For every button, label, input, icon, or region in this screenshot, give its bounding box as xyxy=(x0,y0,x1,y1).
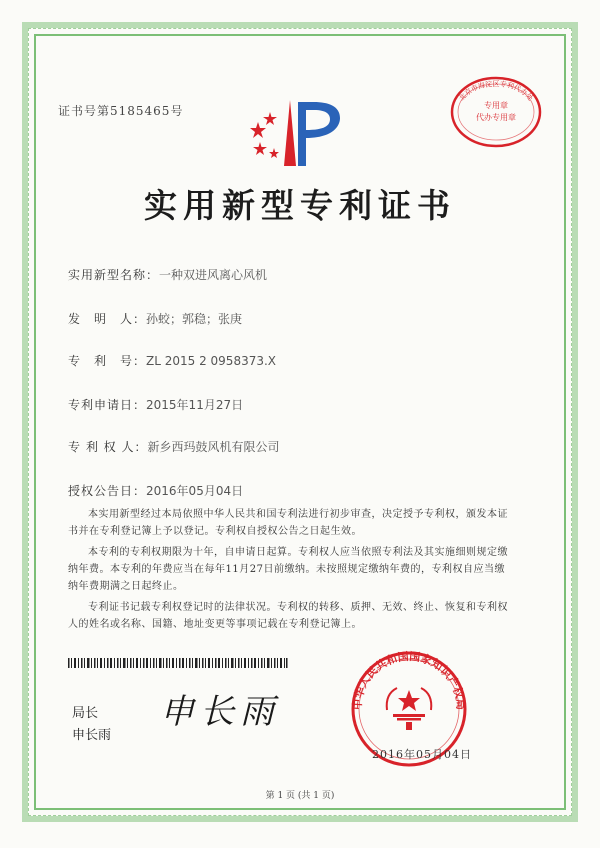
certificate-number: 证书号第5185465号 xyxy=(58,104,184,118)
grant-date-value: 2016年05月04日 xyxy=(146,484,244,498)
body-paragraph-3: 专利证书记载专利权登记时的法律状况。专利权的转移、质押、无效、终止、恢复和专利权人的姓名或名称、国籍、地址变更等事项记载在专利登记簿上。 xyxy=(68,602,508,630)
seal-date: 2016年05月04日 xyxy=(372,748,472,761)
certificate-body xyxy=(68,506,508,637)
body-paragraph-2: 本专利的专利权期限为十年，自申请日起算。专利权人应当依照专利法及其实施细则规定缴纳年费。本专利的年费应当在每年11月27日前缴纳。未按照规定缴纳年费的，专利权自应当缴纳年费期满之日起终止。 xyxy=(68,547,508,592)
inventor-value: 孙蛟；郭稳；张庚 xyxy=(146,312,243,326)
patentee-value: 新乡西玛鼓风机有限公司 xyxy=(147,440,280,454)
patent-number-row xyxy=(68,352,276,369)
agency-seal-line1: 专用章 xyxy=(484,101,508,110)
handwritten-signature: 申长雨 xyxy=(160,692,280,732)
svg-text:北京市海淀区专利代办处 xyxy=(457,79,535,102)
page-footer: 第 1 页 (共 1 页) xyxy=(265,791,335,801)
inventor-row xyxy=(68,310,242,327)
page-title: 实用新型专利证书 xyxy=(144,186,456,225)
patentee-row xyxy=(68,438,279,455)
patentee-label: 专 利 权 人： xyxy=(68,440,148,454)
body-paragraph-1: 本实用新型经过本局依照中华人民共和国专利法进行初步审查，决定授予专利权，颁发本证书并在专利登记簿上予以登记。专利权自授权公告之日起生效。 xyxy=(68,509,508,537)
official-seal-ring-text: 中华人民共和国国家知识产权局 xyxy=(350,650,468,711)
utility-model-name-label: 实用新型名称： xyxy=(68,268,160,282)
agency-seal-icon xyxy=(448,74,544,150)
agency-seal-line2: 代办专用章 xyxy=(476,113,516,122)
grant-date-label: 授权公告日： xyxy=(68,484,147,498)
patent-number-label: 专 利 号： xyxy=(68,354,147,368)
director-title: 局长 xyxy=(72,706,99,721)
director-name: 申长雨 xyxy=(72,728,112,743)
barcode xyxy=(68,658,288,668)
inventor-label: 发 明 人： xyxy=(68,312,147,326)
patent-number-value: ZL 2015 2 0958373.X xyxy=(146,354,277,368)
grant-date-row xyxy=(68,482,243,499)
utility-model-name-value: 一种双进风离心风机 xyxy=(159,268,268,282)
application-date-label: 专利申请日： xyxy=(68,398,147,412)
sipo-logo-icon xyxy=(244,92,364,172)
utility-model-name-row xyxy=(68,266,267,283)
agency-seal-ring-text: 北京市海淀区专利代办处 xyxy=(457,80,535,103)
application-date-value: 2015年11月27日 xyxy=(146,398,244,412)
application-date-row xyxy=(68,396,243,413)
